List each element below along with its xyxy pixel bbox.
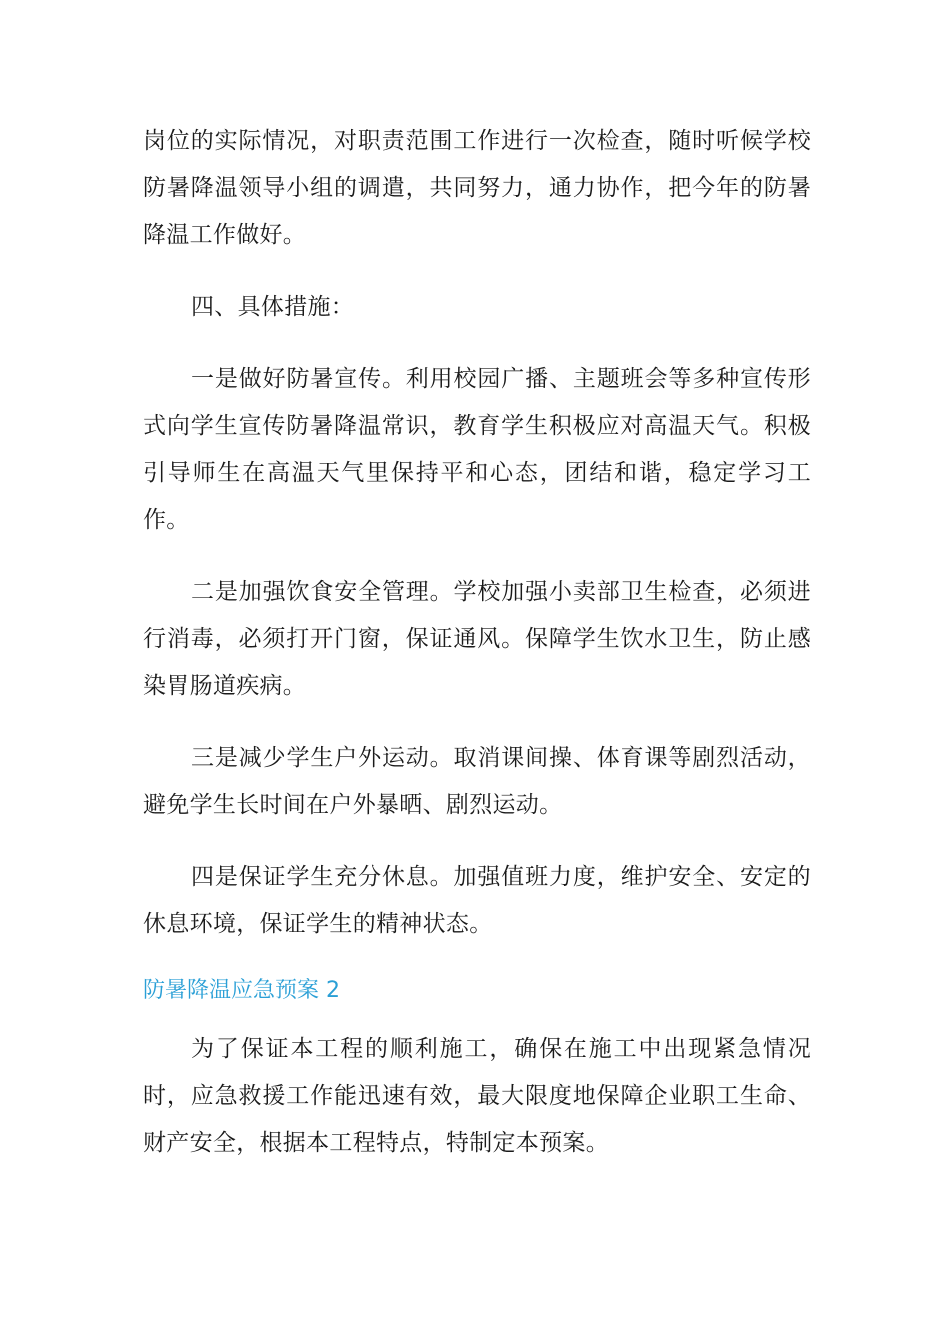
paragraph-duty-continuation: 岗位的实际情况，对职责范围工作进行一次检查，随时听候学校防暑降温领导小组的调遣，共同努力，通力协作，把今年的防暑降温工作做好。 [143, 128, 811, 248]
paragraph-measure-1: 一是做好防暑宣传。利用校园广播、主题班会等多种宣传形式向学生宣传防暑降温常识，教育学生积极应对高温天气。积极引导师生在高温天气里保持平和心态，团结和谐，稳定学习工作。 [143, 366, 811, 533]
paragraph-measure-2: 二是加强饮食安全管理。学校加强小卖部卫生检查，必须进行消毒，必须打开门窗，保证通风。保障学生饮水卫生，防止感染胃肠道疾病。 [143, 579, 811, 699]
document-body [143, 118, 811, 1192]
paragraph-measures-heading: 四、具体措施： [191, 294, 355, 320]
paragraph-measure-4: 四是保证学生充分休息。加强值班力度，维护安全、安定的休息环境，保证学生的精神状态。 [143, 864, 811, 937]
paragraph-plan-intro: 为了保证本工程的顺利施工，确保在施工中出现紧急情况时，应急救援工作能迅速有效，最大限度地保障企业职工生命、财产安全，根据本工程特点，特制定本预案。 [143, 1036, 811, 1156]
paragraph-measure-3: 三是减少学生户外运动。取消课间操、体育课等剧烈活动，避免学生长时间在户外暴晒、剧烈运动。 [143, 745, 811, 818]
section-heading: 防暑降温应急预案 2 [143, 978, 340, 1003]
